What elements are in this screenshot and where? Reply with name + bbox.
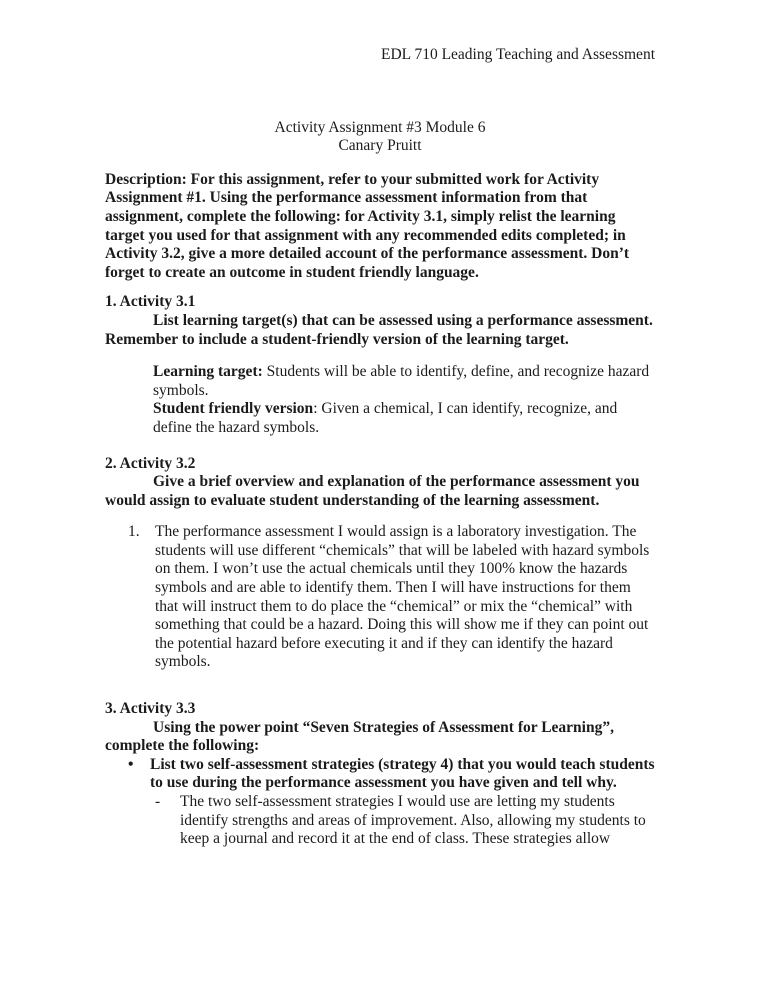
author-name: Canary Pruitt <box>338 137 422 155</box>
numbered-list-item <box>128 523 655 672</box>
section-2-heading: 2. Activity 3.2 <box>105 454 196 472</box>
title-block <box>105 119 655 156</box>
section-1-heading: 1. Activity 3.1 <box>105 293 196 311</box>
course-header: EDL 710 Leading Teaching and Assessment <box>381 46 655 63</box>
assignment-title: Activity Assignment #3 Module 6 <box>274 118 486 136</box>
student-friendly-line <box>153 400 655 437</box>
section-2-instructions: Give a brief overview and explanation of the performance assessment you would assign to evaluate student understanding of the learning assessment. <box>105 473 644 509</box>
section-activity-3-1 <box>105 293 661 349</box>
learning-target-text: Students will be able to identify, define, and recognize hazard symbols. <box>153 363 653 399</box>
self-assessment-prompt-text: List two self-assessment strategies (strategy 4) that you would teach students to use during the performance assessment you have given and tell why. <box>150 755 659 792</box>
self-assessment-answer-text: The two self-assessment strategies I would use are letting my students identify strengths and areas of improvement. Also, allowing my students to keep a journal and record it at the end of class. These strategies allow <box>180 793 650 848</box>
section-3-heading: 3. Activity 3.3 <box>105 700 196 718</box>
learning-target-label: Learning target: <box>153 363 263 381</box>
learning-target-line <box>153 363 655 400</box>
dash-marker: - <box>155 793 161 810</box>
bullet-marker: • <box>128 755 134 773</box>
student-friendly-text: : Given a chemical, I can identify, recognize, and define the hazard symbols. <box>153 400 622 436</box>
section-activity-3-3 <box>105 700 655 756</box>
section-3-instructions: Using the power point “Seven Strategies of Assessment for Learning”, complete the following: <box>105 718 618 755</box>
section-1-instructions: List learning target(s) that can be assessed using a performance assessment. Remember to include a student-friendly version of the learning target. <box>105 311 661 348</box>
learning-target-block <box>153 363 655 437</box>
section-activity-3-2 <box>105 455 655 511</box>
bullet-list-item <box>128 755 659 793</box>
student-friendly-label: Student friendly version <box>153 400 314 418</box>
description-paragraph: Description: For this assignment, refer to your submitted work for Activity Assignment #1. Using the performance assessment information from that assignment, complete the following: for Activity 3.1, simply relist the learning target you used for that assignment with any recommended edits completed; in Activity 3.2, give a more detailed account of the performance assessment. Don’t forget to create an outcome in student friendly language. <box>105 170 633 281</box>
list-number-marker: 1. <box>128 523 140 541</box>
performance-assessment-text: The performance assessment I would assign is a laboratory investigation. The students will use different “chemicals” that will be labeled with hazard symbols on them. I won’t use the actual chemicals until they 100% know the hazards symbols and are able to identify them. Then I will have instructions for them that will instruct them to do place the “chemical” or mix the “chemical” with something that could be a hazard. Doing this will show me if they can point out the potential hazard before executing it and if they can identify the hazard symbols. <box>155 523 654 671</box>
dash-list-item <box>155 793 655 849</box>
